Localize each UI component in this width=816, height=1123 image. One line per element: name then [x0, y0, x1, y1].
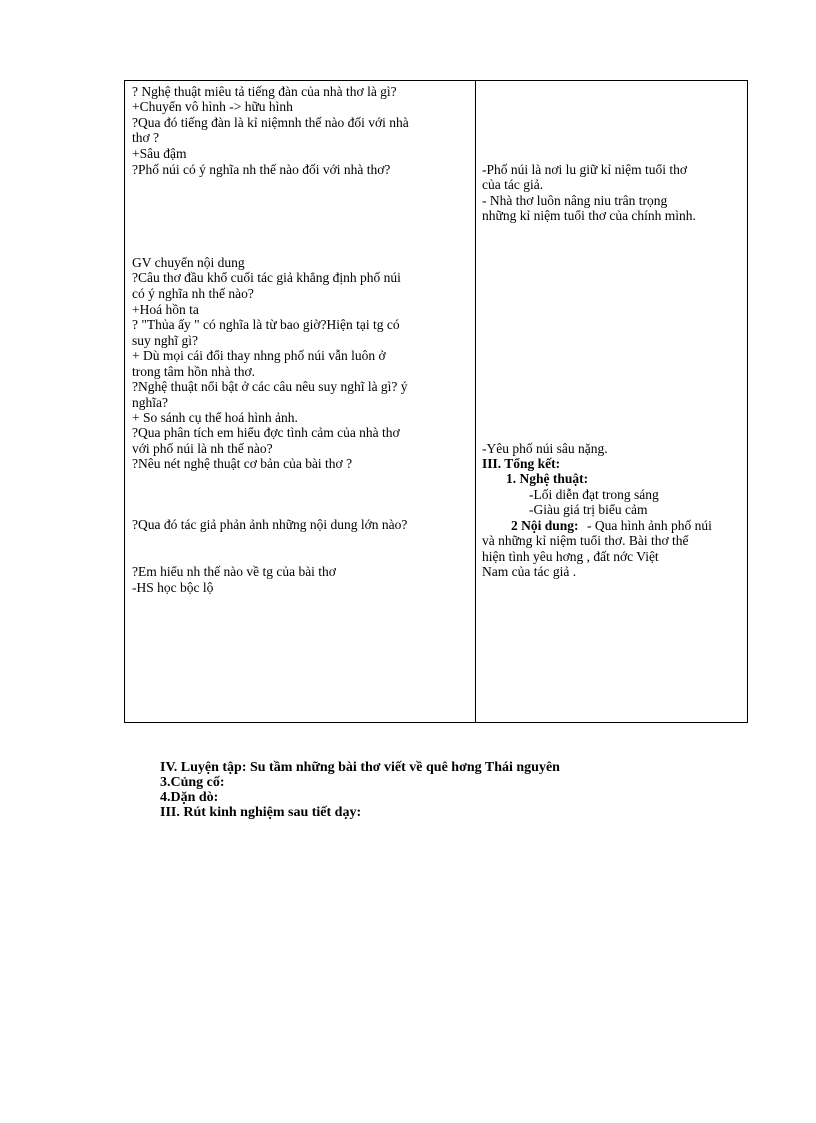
subheading-content: 2 Nội dung: — [511, 518, 579, 533]
section-heading-summary: III. Tổng kết: — [482, 456, 561, 471]
left-line: có ý nghĩa nh thế nào? — [132, 286, 254, 301]
left-line: nghĩa? — [132, 395, 168, 410]
left-line: ?Qua đó tác giả phản ảnh những nội dung lớn nào? — [132, 517, 408, 532]
right-line: - Nhà thơ luôn nâng niu trân trọng — [482, 193, 668, 208]
left-line: ?Em hiểu nh thế nào về tg của bài thơ — [132, 564, 336, 579]
lesson-table — [124, 80, 748, 723]
subheading-art: 1. Nghệ thuật: — [506, 471, 589, 486]
right-line: -Yêu phố núi sâu nặng. — [482, 441, 608, 456]
left-line: -HS học bộc lộ — [132, 580, 214, 595]
left-line: ?Qua phân tích em hiểu đợc tình cảm của nhà thơ — [132, 425, 400, 440]
left-line: +Chuyển vô hình -> hữu hình — [132, 99, 293, 114]
left-line: ?Phố núi có ý nghĩa nh thế nào đối với nhà thơ? — [132, 162, 391, 177]
left-line: GV chuyển nội dung — [132, 255, 245, 270]
left-line: ? "Thủa ấy " có nghĩa là từ bao giờ?Hiện tại tg có — [132, 317, 400, 332]
right-line: Nam của tác giả . — [482, 564, 577, 579]
left-line: trong tâm hồn nhà thơ. — [132, 364, 255, 379]
left-line: +Hoá hồn ta — [132, 302, 199, 317]
footer-practice: IV. Luyện tập: Su tầm những bài thơ viết về quê hơng Thái nguyên — [160, 760, 560, 775]
left-line: ? Nghệ thuật miêu tả tiếng đàn của nhà thơ là gì? — [132, 84, 397, 99]
right-line: và những kỉ niệm tuổi thơ. Bài thơ thể — [482, 533, 689, 548]
left-line: +Sâu đậm — [132, 146, 187, 161]
column-divider — [475, 81, 476, 722]
right-line: -Lối diễn đạt trong sáng — [529, 487, 659, 502]
left-line: thơ ? — [132, 130, 160, 145]
left-line: + Dù mọi cái đổi thay nhng phố núi vẫn luôn ở — [132, 348, 386, 363]
left-line: với phố núi là nh thế nào? — [132, 441, 273, 456]
right-line: hiện tình yêu hơng , đất nớc Việt — [482, 549, 659, 564]
left-line: suy nghĩ gì? — [132, 333, 198, 348]
left-line: ?Qua đó tiếng đàn là kỉ niệmnh thế nào đối với nhà — [132, 115, 409, 130]
footer-experience: III. Rút kinh nghiệm sau tiết dạy: — [160, 805, 362, 820]
right-line: -Giàu giá trị biểu cảm — [529, 502, 648, 517]
left-line: ?Câu thơ đầu khổ cuối tác giả khẳng định phố núi — [132, 270, 401, 285]
right-line: - Qua hình ảnh phố núi — [587, 518, 712, 533]
footer-homework: 4.Dặn dò: — [160, 790, 219, 805]
right-line: -Phố núi là nơi lu giữ kỉ niệm tuổi thơ — [482, 162, 687, 177]
right-line: của tác giả. — [482, 177, 544, 192]
left-line: ?Nghệ thuật nổi bật ở các câu nêu suy nghĩ là gì? ý — [132, 379, 408, 394]
footer-consolidation: 3.Củng cố: — [160, 775, 225, 790]
left-line: ?Nêu nét nghệ thuật cơ bản của bài thơ ? — [132, 456, 353, 471]
right-line: những kỉ niệm tuổi thơ của chính mình. — [482, 208, 696, 223]
left-line: + So sánh cụ thể hoá hình ảnh. — [132, 410, 298, 425]
